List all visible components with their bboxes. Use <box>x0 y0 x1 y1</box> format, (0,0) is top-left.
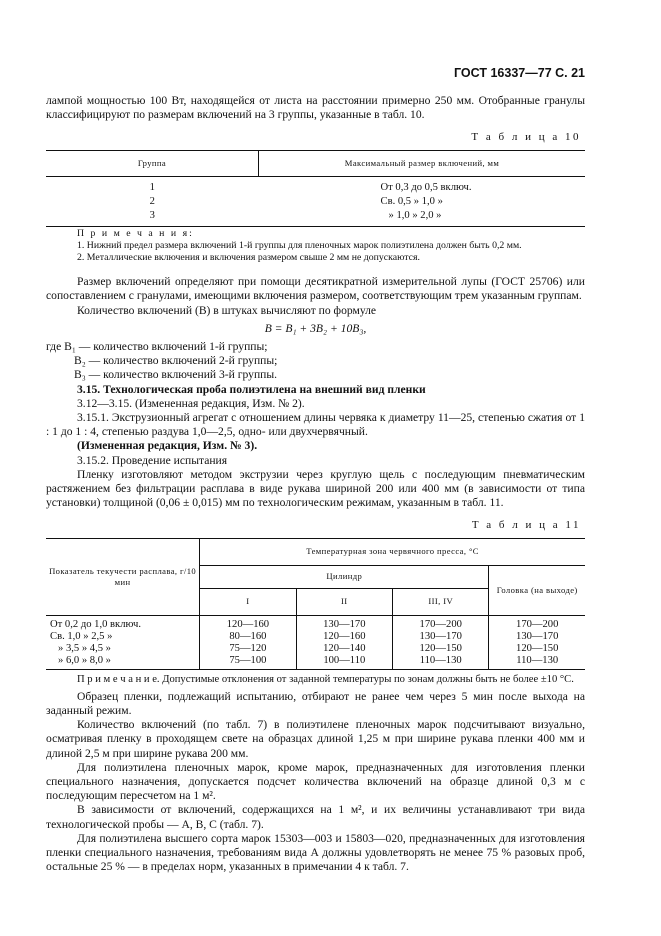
section-3-12-amendment: 3.12—3.15. (Измененная редакция, Изм. № 2). <box>77 396 305 410</box>
section-3-15-1-amendment: (Измененная редакция, Изм. № 3). <box>77 439 258 453</box>
temp-zone-i: 120—160 <box>200 615 296 631</box>
temp-zone-ii: 120—160 <box>296 631 392 643</box>
table11-col-ii: II <box>296 588 392 615</box>
table11-col-i: I <box>200 588 296 615</box>
table11-note: П р и м е ч а н и е. Допустимые отклонения от заданной температуры по зонам должны быть не более ±10 °С. <box>77 674 574 686</box>
note-2: 2. Металлические включения и включения размером свыше 2 мм не допускаются. <box>77 252 420 264</box>
table10-size: Св. 0,5 » 1,0 » <box>380 195 443 207</box>
table11-col-head: Головка (на выходе) <box>489 565 585 615</box>
melt-index: Св. 1,0 » 2,5 » <box>46 631 200 643</box>
temp-zone-iii-iv: 120—150 <box>393 643 489 655</box>
premium-grade-paragraph: Для полиэтилена высшего сорта марок 15303—003 и 15803—020, предназначенных для изготовления пленки специального назначения, требованиям вида А должны удовлетворять не менее 75 % разовых проб, остальные 25 % — в пределах норм, указанных в примечании 4 к табл. 7. <box>46 831 585 874</box>
temp-head: 130—170 <box>516 630 559 642</box>
inclusion-count-paragraph: Количество включений (по табл. 7) в полиэтилене пленочных марок подсчитывают визуально, осматривая пленку в проходящем свете на образцах длиной 1,25 м при ширине рукава пленки 400 мм и длиной 2,5 м при ширине рукава 200 мм. <box>46 718 585 760</box>
table11-col-zone: Температурная зона червячного пресса, °С <box>200 538 585 565</box>
table-row <box>46 615 585 631</box>
temp-zone-ii: 120—140 <box>296 643 392 655</box>
special-purpose-paragraph: Для полиэтилена пленочных марок, кроме марок, предназначенных для изготовления пленки специального назначения, допускается подсчет количества включений на образце длиной 0,3 м с последующим пересчетом на 1 м². <box>46 760 585 803</box>
table11-caption: Т а б л и ц а 11 <box>471 519 581 532</box>
section-3-15-2: 3.15.2. Проведение испытания <box>77 453 228 467</box>
temp-zone-iii-iv: 110—130 <box>393 655 489 670</box>
table-10 <box>46 150 585 224</box>
probe-types-paragraph: В зависимости от включений, содержащихся на 1 м², и их величины устанавливают три вида технологической пробы — А, В, С (табл. 7). <box>46 803 585 831</box>
temp-head: 110—130 <box>489 655 585 670</box>
table10-col-group: Группа <box>46 150 259 176</box>
table11-col-cylinder: Цилиндр <box>200 565 489 588</box>
temp-zone-i: 80—160 <box>200 631 296 643</box>
formula: В = B₁ + 3B₂ + 10B₃, <box>264 321 367 335</box>
table-row <box>46 631 585 643</box>
melt-index: » 6,0 » 8,0 » <box>46 655 200 670</box>
table10-notes <box>46 226 585 264</box>
temp-zone-ii: 130—170 <box>296 615 392 631</box>
table10-size: » 1,0 » 2,0 » <box>388 210 442 222</box>
table10-size: От 0,3 до 0,5 включ. <box>380 181 472 193</box>
table-row <box>46 655 585 670</box>
section-3-15-heading: 3.15. Технологическая проба полиэтилена на внешний вид пленки <box>77 382 426 396</box>
section-3-15-1: 3.15.1. Экструзионный агрегат с отношением длины червяка к диаметру 11—25, степенью сжатия от 1 : 1 до 1 : 4, степенью раздува 1,0—2,5, одно- или двухчервячный. <box>46 411 585 439</box>
intro-paragraph: лампой мощностью 100 Вт, находящейся от листа на расстоянии примерно 250 мм. Отобранные гранулы классифицируют по размерам включений на 3 группы, указанные в табл. 10. <box>46 94 585 122</box>
table10-group: 1 <box>149 181 155 193</box>
size-paragraph: Размер включений определяют при помощи десятикратной измерительной лупы (ГОСТ 25706) или сопоставлением с гранулами, имеющими включения размером, соответствующим трем указанным группам. <box>46 275 585 303</box>
temp-zone-i: 75—100 <box>200 655 296 670</box>
temp-zone-iii-iv: 170—200 <box>393 615 489 631</box>
definition-b3: B₃ — количество включений 3-й группы. <box>74 368 278 382</box>
table10-col-size: Максимальный размер включений, мм <box>259 150 586 176</box>
note-1: 1. Нижний предел размера включений 1-й группы для пленочных марок полиэтилена должен быть 0,2 мм. <box>77 240 522 252</box>
film-paragraph: Пленку изготовляют методом экструзии через круглую щель с последующим пневматическим растяжением без фильтрации расплава в виде рукава шириной 200 или 400 мм (в зависимости от типа установки) толщиной (0,06 ± 0,015) мм по технологическим режимам, указанным в табл. 11. <box>46 467 585 510</box>
melt-index: » 3,5 » 4,5 » <box>46 643 200 655</box>
temp-zone-i: 75—120 <box>200 643 296 655</box>
page-body <box>46 58 585 874</box>
temp-zone-iii-iv: 130—170 <box>393 631 489 643</box>
temp-zone-ii: 100—110 <box>296 655 392 670</box>
definitions <box>46 340 585 383</box>
table11-col-iii-iv: III, IV <box>393 588 489 615</box>
table-row <box>46 643 585 655</box>
melt-index: От 0,2 до 1,0 включ. <box>46 615 200 631</box>
table10-group: 3 <box>149 210 155 222</box>
table-11 <box>46 538 585 671</box>
count-paragraph: Количество включений (В) в штуках вычисляют по формуле <box>77 303 377 317</box>
temp-head: 170—200 <box>516 618 559 630</box>
page-header: ГОСТ 16337—77 С. 21 <box>454 66 585 80</box>
definition-b2: B₂ — количество включений 2-й группы; <box>74 354 278 368</box>
definition-b1: где B₁ — количество включений 1-й группы; <box>46 340 268 354</box>
sample-paragraph: Образец пленки, подлежащий испытанию, отбирают не ранее чем через 5 мин после выхода на заданный режим. <box>46 689 585 717</box>
notes-heading: П р и м е ч а н и я: <box>77 228 194 240</box>
temp-head: 120—150 <box>516 643 559 655</box>
table11-col-index: Показатель текучести расплава, г/10 мин <box>46 538 200 615</box>
table10-group: 2 <box>149 195 155 207</box>
table10-caption: Т а б л и ц а 10 <box>471 131 581 144</box>
